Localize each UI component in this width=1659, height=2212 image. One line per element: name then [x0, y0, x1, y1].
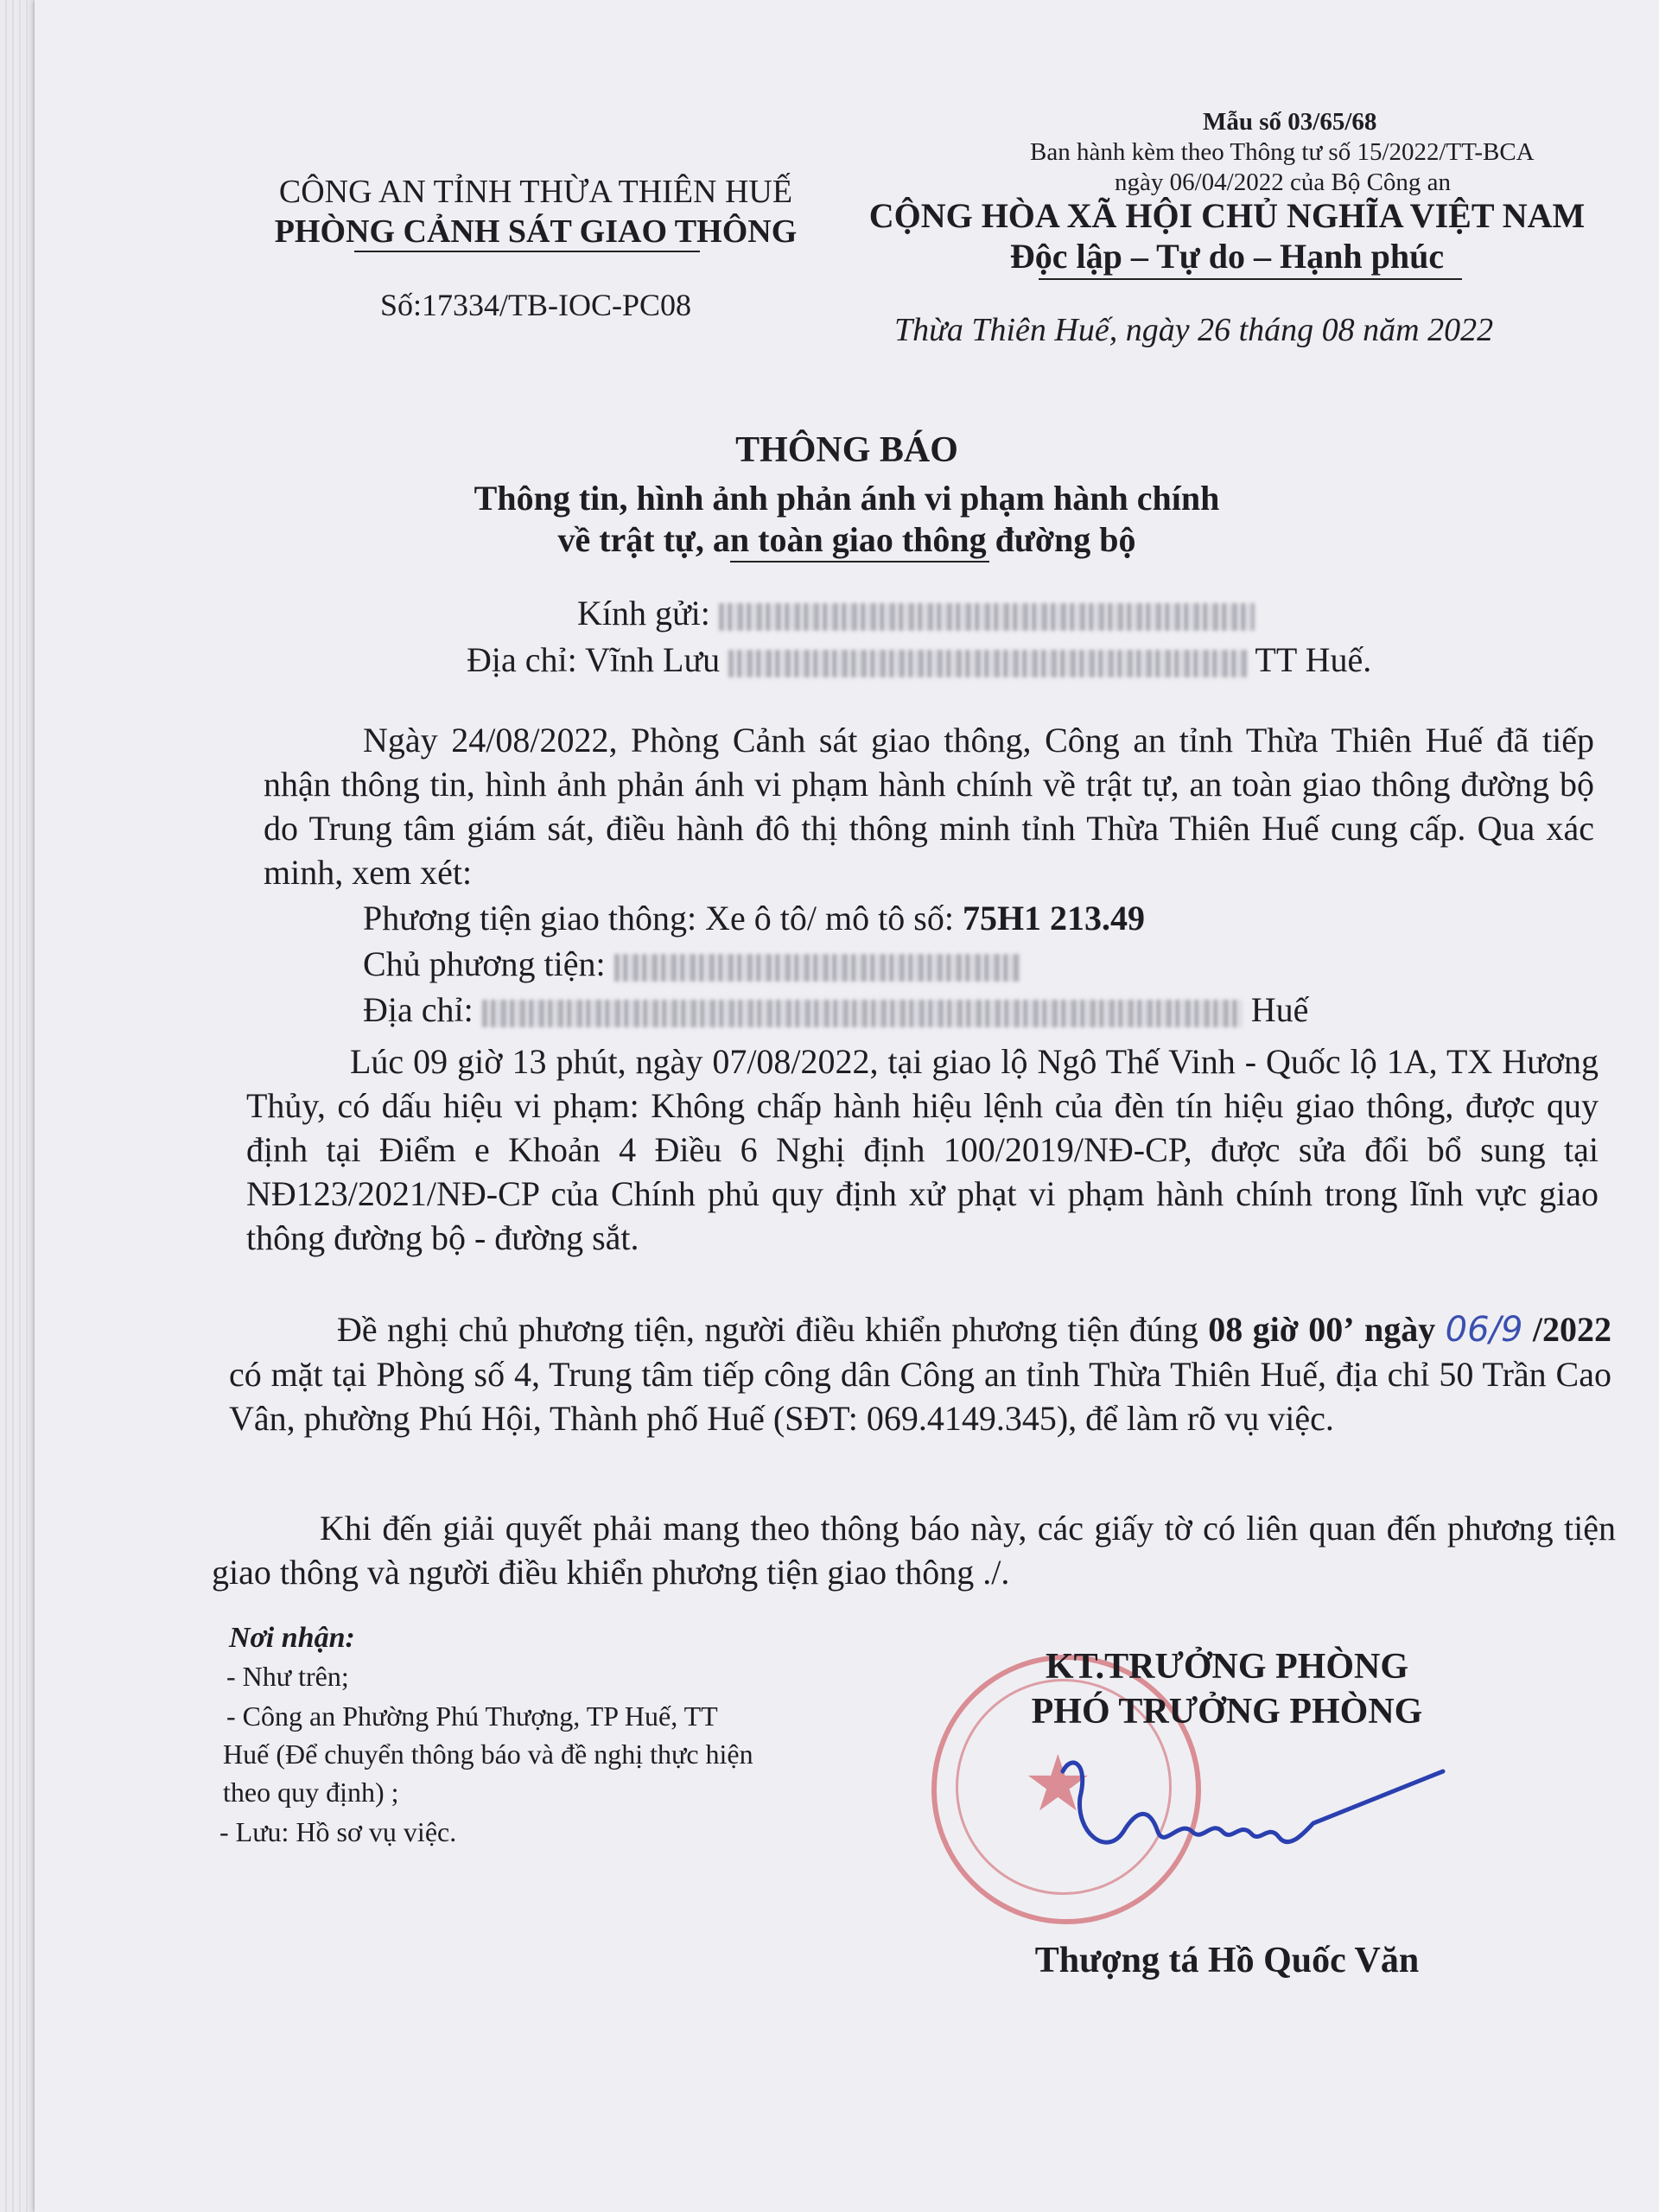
redacted-recipient-name — [719, 603, 1255, 631]
document-page — [35, 0, 1659, 2212]
recipient-address-visible: Vĩnh Lưu — [585, 640, 721, 679]
redacted-owner-address — [482, 1000, 1243, 1027]
recipients-item-3: - Lưu: Hồ sơ vụ việc. — [219, 1816, 457, 1847]
agency-parent: CÔNG AN TỈNH THỪA THIÊN HUẾ — [278, 174, 793, 210]
recipients-heading: Nơi nhận: — [229, 1622, 355, 1654]
red-seal-stamp: ★ — [931, 1655, 1201, 1924]
motto-underline — [1039, 278, 1462, 280]
document-subtitle-2: về trật tự, an toàn giao thông đường bộ — [557, 520, 1136, 559]
summons-day-label: ngày — [1364, 1310, 1436, 1349]
recipients-item-2a: - Công an Phường Phú Thượng, TP Huế, TT — [226, 1700, 718, 1732]
signature-role-2: PHÓ TRƯỞNG PHÒNG — [1031, 1692, 1423, 1732]
recipient-line — [577, 593, 1255, 633]
title-underline — [730, 561, 989, 563]
owner-address-line — [363, 989, 1308, 1030]
vehicle-line — [363, 898, 1145, 938]
paragraph-summons — [229, 1307, 1611, 1440]
paragraph-report-received: Ngày 24/08/2022, Phòng Cảnh sát giao thông, Công an tỉnh Thừa Thiên Huế đã tiếp nhận thông tin, hình ảnh phản ánh vi phạm hành chính về trật tự, an toàn giao thông đường bộ do Trung tâm giám sát, điều hành đô thị thông minh tỉnh Thừa Thiên Huế cung cấp. Qua xác minh, xem xét: — [264, 721, 1594, 892]
issued-line-2: ngày 06/04/2022 của Bộ Công an — [1115, 168, 1452, 196]
summons-time: 08 giờ 00’ — [1208, 1310, 1355, 1349]
document-title: THÔNG BÁO — [735, 430, 958, 470]
signature-role-1: KT.TRƯỞNG PHÒNG — [1046, 1647, 1408, 1687]
summons-year: /2022 — [1532, 1310, 1612, 1349]
agency-department: PHÒNG CẢNH SÁT GIAO THÔNG — [274, 213, 798, 250]
recipient-address-line — [467, 639, 1371, 680]
handwritten-date: 06/9 — [1445, 1310, 1523, 1350]
recipients-item-2b: Huế (Để chuyển thông báo và đề nghị thực hiện — [223, 1738, 753, 1770]
handwritten-signature — [1054, 1737, 1469, 1875]
redacted-owner-name — [614, 954, 1020, 982]
vehicle-plate: 75H1 213.49 — [962, 899, 1146, 938]
nation-motto: Độc lập – Tự do – Hạnh phúc — [1009, 237, 1445, 276]
agency-underline — [354, 251, 700, 252]
vehicle-label: Phương tiện giao thông: Xe ô tô/ mô tô số: — [363, 899, 954, 938]
form-code: Mẫu số 03/65/68 — [1203, 108, 1377, 136]
recipients-item-1: - Như trên; — [226, 1661, 349, 1692]
summons-start: Đề nghị chủ phương tiện, người điều khiển phương tiện đúng — [337, 1310, 1198, 1349]
recipient-label: Kính gửi: — [577, 594, 710, 632]
owner-label: Chủ phương tiện: — [363, 944, 606, 983]
issued-line-1: Ban hành kèm theo Thông tư số 15/2022/TT-BCA — [1030, 138, 1535, 166]
owner-line — [363, 944, 1020, 984]
redacted-recipient-address — [728, 650, 1247, 677]
paragraph-instructions: Khi đến giải quyết phải mang theo thông báo này, các giấy tờ có liên quan đến phương tiện giao thông và người điều khiển phương tiện giao thông ./. — [212, 1509, 1616, 1592]
recipient-address-label: Địa chỉ: — [467, 640, 577, 679]
summons-rest: có mặt tại Phòng số 4, Trung tâm tiếp công dân Công an tỉnh Thừa Thiên Huế, địa chỉ 50 Trần Cao Vân, phường Phú Hội, Thành phố Huế (SĐT: 069.4149.345), để làm rõ vụ việc. — [229, 1355, 1611, 1438]
owner-address-label: Địa chỉ: — [363, 990, 474, 1029]
paragraph-violation: Lúc 09 giờ 13 phút, ngày 07/08/2022, tại giao lộ Ngô Thế Vinh - Quốc lộ 1A, TX Hương Thủy, có dấu hiệu vi phạm: Không chấp hành hiệu lệnh của đèn tín hiệu giao thông, được quy định tại Điểm e Khoản 4 Điều 6 Nghị định 100/2019/NĐ-CP, được sửa đổi bổ sung tại NĐ123/2021/NĐ-CP của Chính phủ quy định xử phạt vi phạm hành chính trong lĩnh vực giao thông đường bộ - đường sắt. — [246, 1042, 1599, 1257]
document-subtitle-1: Thông tin, hình ảnh phản ánh vi phạm hành chính — [474, 479, 1220, 518]
document-number: Số:17334/TB-IOC-PC08 — [379, 288, 692, 322]
recipients-item-2c: theo quy định) ; — [223, 1777, 399, 1808]
recipient-address-end: TT Huế. — [1255, 640, 1372, 679]
owner-address-end: Huế — [1250, 990, 1309, 1029]
place-and-date: Thừa Thiên Huế, ngày 26 tháng 08 năm 2022 — [894, 312, 1494, 348]
signatory-name: Thượng tá Hồ Quốc Văn — [1034, 1941, 1420, 1980]
nation-name: CỘNG HÒA XÃ HỘI CHỦ NGHĨA VIỆT NAM — [868, 196, 1586, 235]
